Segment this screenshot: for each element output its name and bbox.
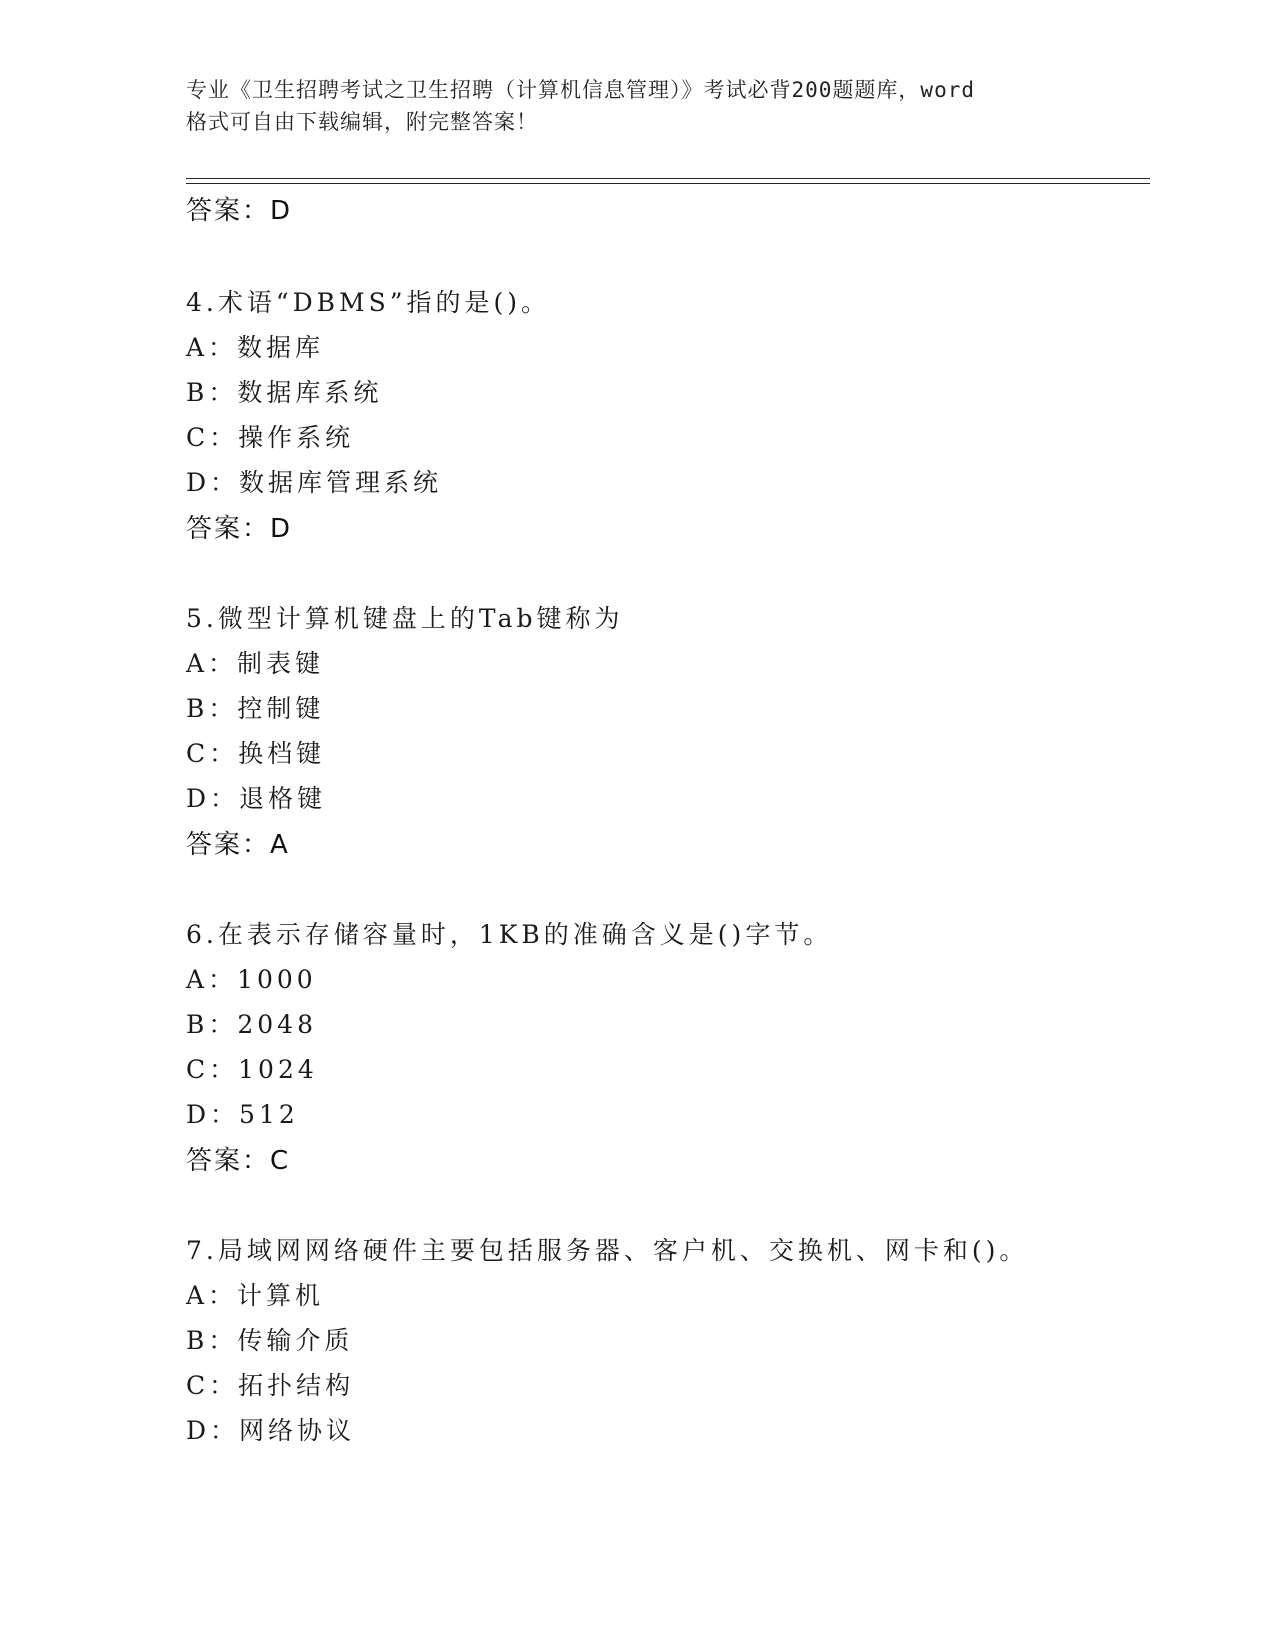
- question-5-option-b: B：控制键: [186, 694, 325, 723]
- question-6-option-c: C：1024: [186, 1055, 318, 1084]
- question-7-option-a: A：计算机: [186, 1281, 325, 1310]
- question-6-option-a: A：1000: [186, 965, 317, 994]
- header-line-2: 格式可自由下载编辑，附完整答案！: [186, 110, 538, 134]
- question-7-option-d: D：网络协议: [186, 1416, 356, 1445]
- document-header: [186, 74, 1086, 138]
- question-5-option-a: A：制表键: [186, 649, 325, 678]
- question-5-answer: 答案：A: [186, 830, 290, 860]
- header-rule-top: [186, 178, 1150, 179]
- question-4-option-d: D：数据库管理系统: [186, 468, 443, 497]
- question-7-stem: 7.局域网网络硬件主要包括服务器、客户机、交换机、网卡和()。: [186, 1236, 1029, 1265]
- question-4-answer: 答案：D: [186, 514, 293, 544]
- question-7-option-b: B：传输介质: [186, 1326, 354, 1355]
- question-7-option-c: C：拓扑结构: [186, 1371, 355, 1400]
- header-rule-bottom: [186, 183, 1150, 184]
- question-6-answer: 答案：C: [186, 1146, 291, 1176]
- question-6-stem: 6.在表示存储容量时，1KB的准确含义是()字节。: [186, 920, 833, 949]
- question-4-option-b: B：数据库系统: [186, 378, 383, 407]
- previous-answer: 答案：D: [186, 196, 293, 226]
- question-6-option-b: B：2048: [186, 1010, 317, 1039]
- question-5-option-c: C：换档键: [186, 739, 326, 768]
- question-4-option-c: C：操作系统: [186, 423, 355, 452]
- question-5-stem: 5.微型计算机键盘上的Tab键称为: [186, 604, 624, 633]
- question-4-option-a: A：数据库: [186, 333, 325, 362]
- question-5-option-d: D：退格键: [186, 784, 327, 813]
- question-4-stem: 4.术语“DBMS”指的是()。: [186, 288, 551, 317]
- header-line-1: 专业《卫生招聘考试之卫生招聘（计算机信息管理）》考试必背200题题库，word: [186, 78, 975, 102]
- question-6-option-d: D：512: [186, 1100, 299, 1129]
